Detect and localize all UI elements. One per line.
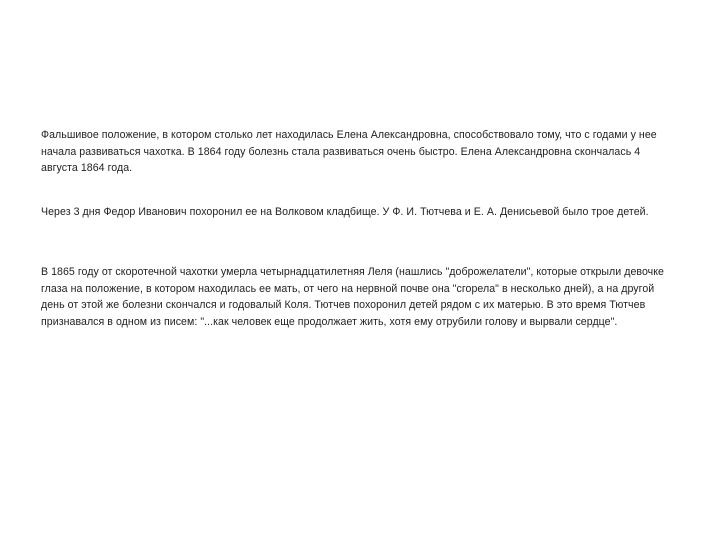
- paragraph-illness: Фальшивое положение, в котором столько лет находилась Елена Александровна, способствовало тому, что с годами у нее начала развиваться чахотка. В 1864 году болезнь стала развиваться очень быстро. Елена Александровна скончалась 4 августа 1864 года.: [41, 129, 657, 174]
- paragraph-children-deaths: В 1865 году от скоротечной чахотки умерла четырнадцатилетняя Леля (нашлись "доброжелатели", которые открыли девочке глаза на положение, в котором находилась ее мать, от чего на нервной почве она "сгорела" в несколько дней), а на другой день от этой же болезни скончался и годовалый Коля. Тютчев похоронил детей рядом с их матерью. В это время Тютчев признавался в одном из писем: "...как человек еще продолжает жить, хотя ему отрубили голову и вырвали сердце".: [41, 266, 665, 328]
- paragraph-burial: Через 3 дня Федор Иванович похоронил ее на Волковом кладбище. У Ф. И. Тютчева и Е. А. Денисьевой было трое детей.: [41, 206, 649, 218]
